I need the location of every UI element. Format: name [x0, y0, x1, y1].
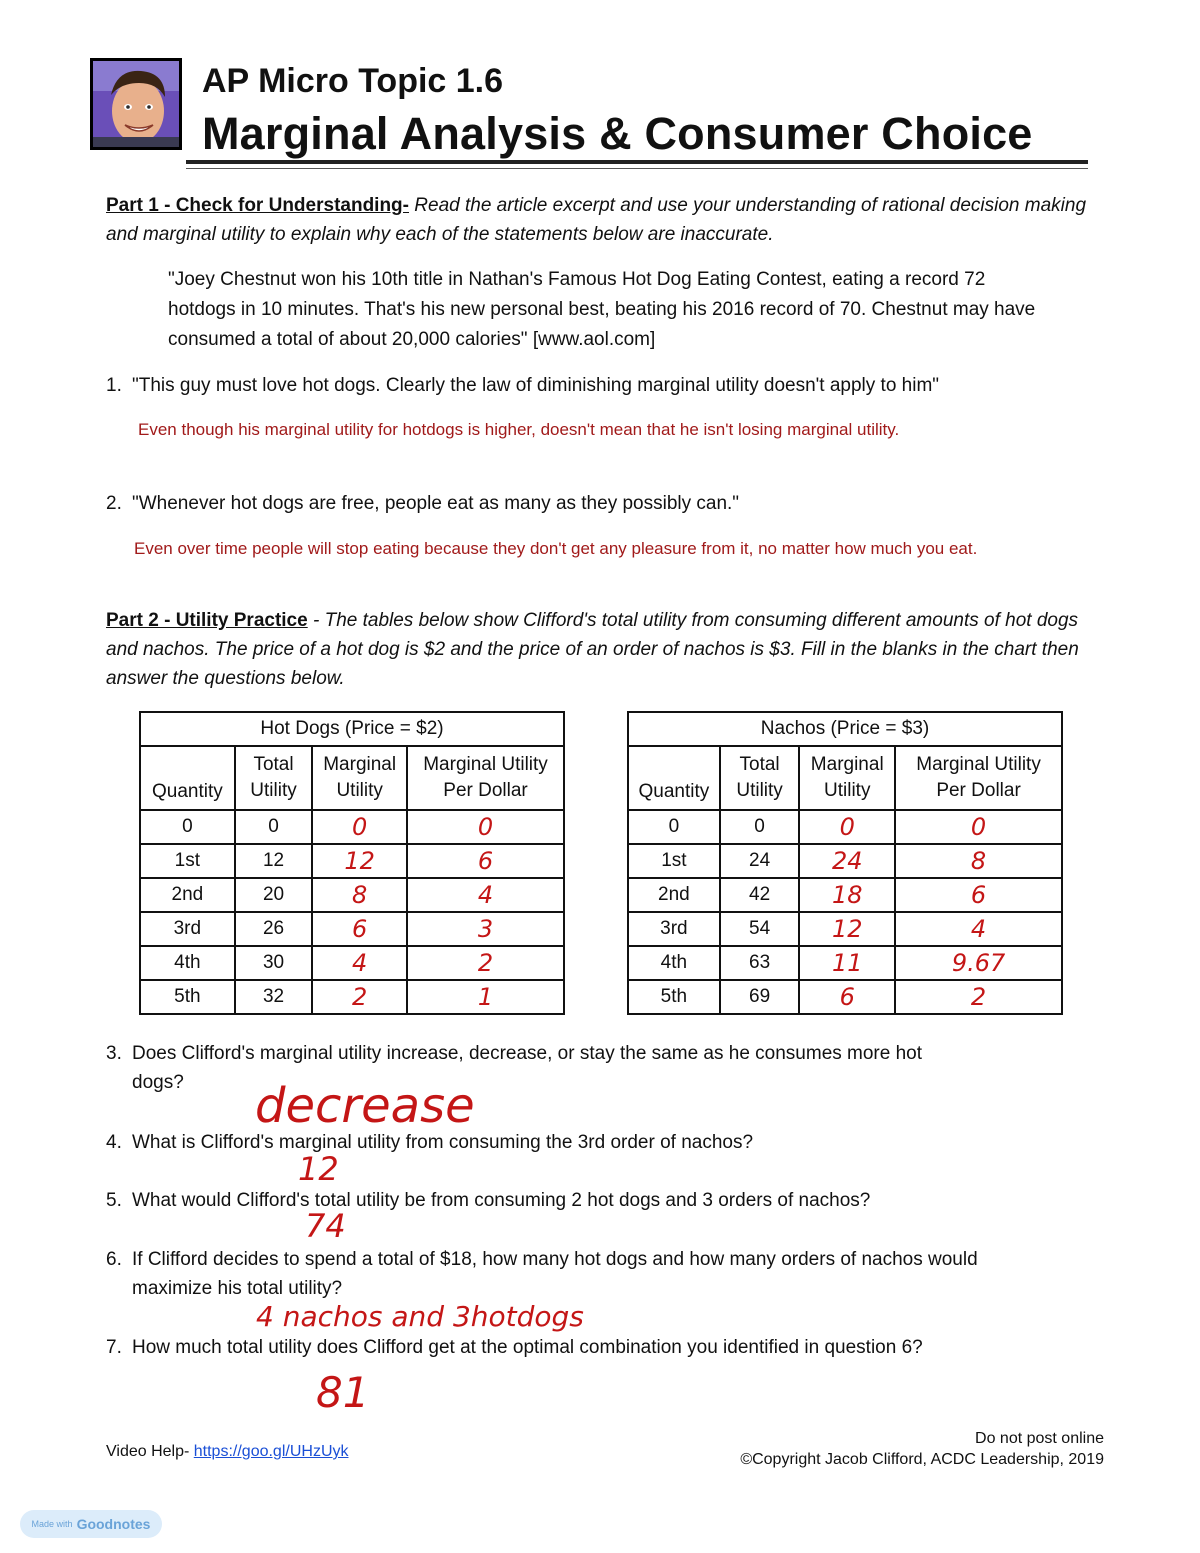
- col-header-mu-per-dollar: Marginal Utility Per Dollar: [407, 746, 564, 810]
- handwritten-cell: 0: [799, 810, 895, 844]
- handwritten-cell: 2: [895, 980, 1062, 1014]
- goodnotes-badge: Made with Goodnotes: [20, 1510, 162, 1538]
- table-row: 3rd 26 6 3: [140, 912, 564, 946]
- header-rule: [186, 160, 1088, 164]
- part2-intro: [106, 606, 1106, 693]
- table-row: 2nd 20 8 4: [140, 878, 564, 912]
- col-header-quantity: Quantity: [140, 746, 235, 810]
- col-header-mu-per-dollar: Marginal Utility Per Dollar: [895, 746, 1062, 810]
- handwritten-cell: 11: [799, 946, 895, 980]
- answer-7: 81: [316, 1368, 370, 1417]
- col-header-marginal-utility: Marginal Utility: [799, 746, 895, 810]
- table-title: Hot Dogs (Price = $2): [140, 712, 564, 746]
- question-text: Does Clifford's marginal utility increase, decrease, or stay the same as he consumes more hot: [132, 1043, 923, 1064]
- handwritten-cell: 9.67: [895, 946, 1062, 980]
- question-number: 5.: [106, 1190, 122, 1211]
- question-number: 1.: [106, 375, 122, 396]
- do-not-post-notice: Do not post online: [975, 1430, 1104, 1447]
- question-6: [106, 1245, 1106, 1303]
- handwritten-cell: 0: [895, 810, 1062, 844]
- question-number: 7.: [106, 1337, 122, 1358]
- question-number: 3.: [106, 1043, 122, 1064]
- table-row: 0 0 0 0: [628, 810, 1062, 844]
- part2-instructions: - The tables below show Clifford's total utility from consuming different amounts of hot dogs and nachos. The price of a hot dog is $2 and the price of an order of nachos is $3. Fill in the blanks in the chart then answer the questions below.: [106, 610, 1079, 689]
- col-header-quantity: Quantity: [628, 746, 720, 810]
- hotdogs-table: [139, 711, 565, 1015]
- handwritten-cell: 1: [407, 980, 564, 1014]
- copyright-text: ©Copyright Jacob Clifford, ACDC Leadership, 2019: [740, 1451, 1104, 1468]
- question-4: [106, 1128, 753, 1157]
- author-photo: [90, 58, 182, 150]
- question-text: What is Clifford's marginal utility from consuming the 3rd order of nachos?: [132, 1132, 754, 1153]
- part1-heading: Part 1 - Check for Understanding-: [106, 195, 409, 216]
- question-5: [106, 1186, 870, 1215]
- part1-instructions: Read the article excerpt and use your understanding of rational decision making and marginal utility to explain why each of the statements below are inaccurate.: [106, 195, 1087, 245]
- question-text: "This guy must love hot dogs. Clearly the law of diminishing marginal utility doesn't apply to him": [132, 375, 940, 396]
- nachos-table: [627, 711, 1063, 1015]
- table-row: 0 0 0 0: [140, 810, 564, 844]
- table-title: Nachos (Price = $3): [628, 712, 1062, 746]
- table-row: 4th 30 4 2: [140, 946, 564, 980]
- answer-6: 4 nachos and 3hotdogs: [256, 1300, 584, 1333]
- handwritten-cell: 12: [799, 912, 895, 946]
- question-1: [106, 371, 939, 400]
- table-row: 3rd 54 12 4: [628, 912, 1062, 946]
- col-header-total-utility: Total Utility: [235, 746, 313, 810]
- topic-label: AP Micro Topic 1.6: [202, 62, 504, 100]
- question-text: If Clifford decides to spend a total of $18, how many hot dogs and how many orders of nachos would: [132, 1249, 978, 1270]
- video-help-label: Video Help-: [106, 1443, 194, 1460]
- handwritten-cell: 2: [407, 946, 564, 980]
- answer-3: decrease: [255, 1078, 475, 1134]
- answer-1: Even though his marginal utility for hotdogs is higher, doesn't mean that he isn't losing marginal utility.: [138, 420, 900, 439]
- handwritten-cell: 6: [799, 980, 895, 1014]
- handwritten-cell: 8: [312, 878, 407, 912]
- question-number: 2.: [106, 493, 122, 514]
- article-quote: "Joey Chestnut won his 10th title in Nathan's Famous Hot Dog Eating Contest, eating a record 72 hotdogs in 10 minutes. That's his new personal best, beating his 2016 record of 70. Chestnut may have consumed a total of about 20,000 calories" [www.aol.com]: [168, 269, 1036, 350]
- answer-4: 12: [298, 1150, 339, 1188]
- answer-5: 74: [305, 1207, 346, 1245]
- question-text: "Whenever hot dogs are free, people eat as many as they possibly can.": [132, 493, 740, 514]
- question-2: [106, 489, 739, 518]
- handwritten-cell: 8: [895, 844, 1062, 878]
- video-help: [106, 1443, 349, 1461]
- table-row: 4th 63 11 9.67: [628, 946, 1062, 980]
- part1-intro: [106, 191, 1096, 249]
- col-header-marginal-utility: Marginal Utility: [312, 746, 407, 810]
- header-rule-thin: [186, 168, 1088, 169]
- handwritten-cell: 4: [407, 878, 564, 912]
- table-row: 5th 32 2 1: [140, 980, 564, 1014]
- question-text: What would Clifford's total utility be from consuming 2 hot dogs and 3 orders of nachos?: [132, 1190, 871, 1211]
- question-3: [106, 1039, 1086, 1097]
- question-number: 4.: [106, 1132, 122, 1153]
- handwritten-cell: 0: [312, 810, 407, 844]
- handwritten-cell: 24: [799, 844, 895, 878]
- table-row: 1st 24 24 8: [628, 844, 1062, 878]
- part2-heading: Part 2 - Utility Practice: [106, 610, 308, 631]
- handwritten-cell: 0: [407, 810, 564, 844]
- page-title: Marginal Analysis & Consumer Choice: [202, 108, 1033, 159]
- answer-2: Even over time people will stop eating because they don't get any pleasure from it, no matter how much you eat.: [134, 539, 978, 558]
- question-7: [106, 1333, 923, 1362]
- question-text: How much total utility does Clifford get at the optimal combination you identified in question 6?: [132, 1337, 923, 1358]
- question-number: 6.: [106, 1249, 122, 1270]
- handwritten-cell: 18: [799, 878, 895, 912]
- footer-copyright: [740, 1428, 1104, 1470]
- handwritten-cell: 4: [895, 912, 1062, 946]
- handwritten-cell: 2: [312, 980, 407, 1014]
- question-text-cont: maximize his total utility?: [132, 1278, 343, 1299]
- handwritten-cell: 6: [312, 912, 407, 946]
- table-row: 2nd 42 18 6: [628, 878, 1062, 912]
- handwritten-cell: 3: [407, 912, 564, 946]
- table-row: 5th 69 6 2: [628, 980, 1062, 1014]
- handwritten-cell: 6: [895, 878, 1062, 912]
- handwritten-cell: 12: [312, 844, 407, 878]
- col-header-total-utility: Total Utility: [720, 746, 800, 810]
- handwritten-cell: 4: [312, 946, 407, 980]
- handwritten-cell: 6: [407, 844, 564, 878]
- table-row: 1st 12 12 6: [140, 844, 564, 878]
- video-help-link[interactable]: https://goo.gl/UHzUyk: [193, 1443, 349, 1460]
- question-text-cont: dogs?: [132, 1072, 184, 1093]
